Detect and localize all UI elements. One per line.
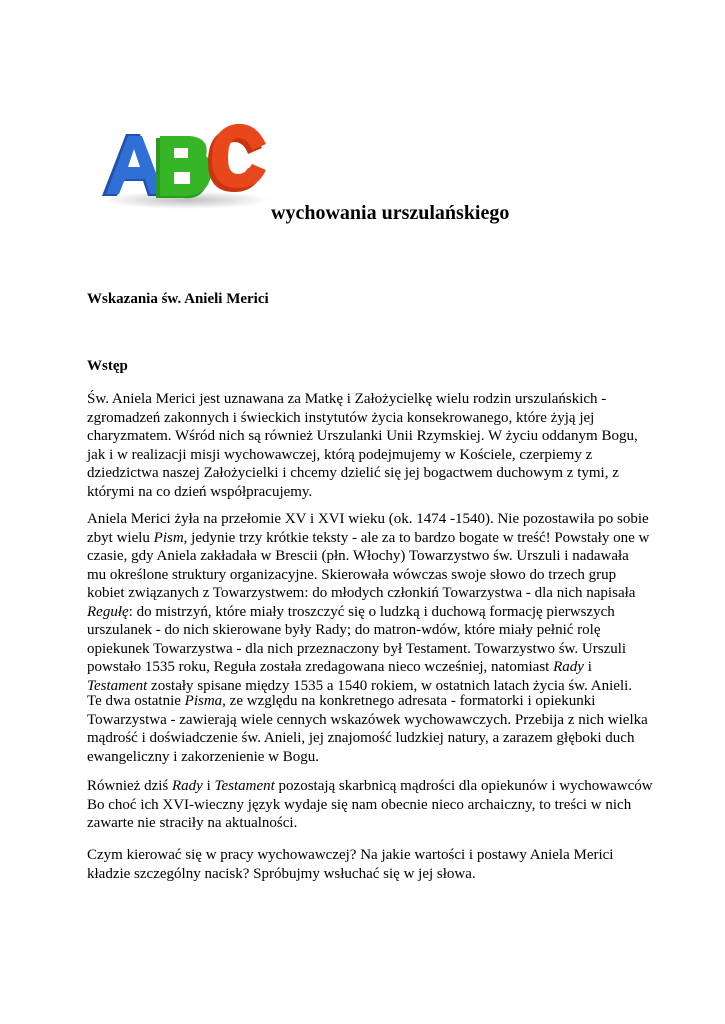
paragraph-line: [87, 846, 647, 865]
text-run: , ze względu na konkretnego adresata - formatorki i opiekunki: [222, 693, 596, 709]
paragraph-line: [87, 446, 647, 465]
paragraph-line: [87, 796, 647, 815]
paragraph-line: [87, 729, 647, 748]
document-title: wychowania urszulańskiego: [271, 202, 510, 224]
paragraph-3: [87, 692, 647, 766]
text-run: Aniela Merici żyła na przełomie XV i XVI wieku (ok. 1474 -1540). Nie pozostawiła po sobie: [87, 511, 649, 527]
text-run: pozostają skarbnicą mądrości dla opiekunów i wychowawców: [274, 778, 653, 794]
paragraph-line: [87, 777, 653, 796]
paragraph-4: [87, 777, 653, 833]
italic-text: Testament: [214, 778, 275, 794]
paragraph-line: [87, 692, 647, 711]
paragraph-line: [87, 547, 647, 566]
text-run: Bo choć ich XVI-wieczny język wydaje się nam obecnie nieco archaiczny, to treści w nich: [87, 796, 632, 813]
document-subtitle: Wskazania św. Anieli Merici: [87, 291, 269, 307]
italic-text: Rady: [171, 778, 203, 794]
paragraph-line: [87, 464, 647, 483]
text-run: : do mistrzyń, które miały troszczyć się o ludzką i duchową formację pierwszych: [128, 603, 615, 620]
italic-text: Pism: [153, 529, 184, 546]
text-run: mu określone struktury organizacyjne. Skierowała wówczas swoje słowo do trzech grup: [87, 566, 617, 583]
text-run: powstało 1535 roku, Reguła została zredagowana nieco wcześniej, natomiast: [87, 659, 554, 675]
text-run: Czym kierować się w pracy wychowawczej? Na jakie wartości i postawy Aniela Merici: [87, 847, 614, 863]
paragraph-5: [87, 846, 647, 883]
letter-c-block: [208, 124, 266, 192]
text-run: i: [583, 659, 592, 675]
paragraph-line: [87, 748, 647, 767]
paragraph-line: [87, 584, 647, 603]
italic-text: Pisma: [184, 693, 223, 709]
paragraph-line: [87, 510, 647, 529]
italic-text: Regułę: [87, 603, 129, 620]
text-run: dziedzictwa naszej Założycielki i chcemy dzielić się jej bogactwem duchowym z tymi, z: [87, 465, 619, 481]
paragraph-line: [87, 814, 647, 833]
text-run: Św. Aniela Merici jest uznawana za Matkę i Założycielkę wielu rodzin urszulańskich -: [87, 391, 607, 407]
paragraph-line: [87, 658, 647, 677]
paragraph-line: [87, 603, 647, 622]
text-run: kobiet związanych z Towarzystwem: do młodych członkiń Towarzystwa - dla nich napisała: [87, 585, 636, 601]
text-run: kładzie szczególny nacisk? Spróbujmy wsłuchać się w jej słowa.: [87, 865, 476, 882]
text-run: opiekunek Towarzystwa - dla nich przeznaczony był Testament. Towarzystwo św. Urszuli: [87, 640, 627, 657]
letter-b-block: [156, 136, 212, 198]
italic-text: Testament: [87, 677, 148, 694]
abc-blocks-logo: [96, 118, 272, 210]
paragraph-line: [87, 390, 647, 409]
text-run: i: [202, 778, 215, 794]
paragraph-line: [87, 640, 647, 659]
paragraph-line: [87, 427, 647, 446]
text-run: charyzmatem. Wśród nich są również Urszulanki Unii Rzymskiej. W życiu oddanym Bogu,: [87, 428, 638, 444]
paragraph-2: [87, 510, 650, 695]
italic-text: Rady: [553, 659, 584, 675]
letter-a-block: [102, 134, 164, 196]
text-run: zgromadzeń zakonnych i świeckich instytutów życia konsekrowanego, które żyją jej: [87, 409, 595, 426]
text-run: Również dziś: [87, 778, 172, 794]
paragraph-line: [87, 711, 647, 730]
text-run: mądrość i doświadczenie św. Anieli, jej znajomość ludzkiej natury, a zarazem głęboki duch: [87, 730, 635, 746]
text-run: zawarte nie straciły na aktualności.: [87, 815, 298, 831]
text-run: czasie, gdy Aniela zakładała w Brescii (płn. Włochy) Towarzystwo św. Urszuli i nadawała: [87, 548, 629, 564]
paragraph-line: [87, 865, 647, 884]
text-run: zostały spisane między 1535 a 1540 rokiem, w ostatnich latach życia św. Anieli.: [147, 677, 633, 694]
text-run: Te dwa ostatnie: [87, 693, 185, 709]
text-run: którymi na co dzień współpracujemy.: [87, 483, 313, 500]
section-heading: Wstęp: [87, 358, 128, 374]
text-run: Towarzystwa - zawierają wiele cennych wskazówek wychowawczych. Przebija z nich wielka: [87, 711, 648, 728]
paragraph-1: [87, 390, 647, 501]
paragraph-line: [87, 483, 647, 502]
paragraph-line: [87, 529, 650, 548]
text-run: jak i w realizacji misji wychowawczej, którą podejmujemy w Kościele, czerpiemy z: [87, 446, 593, 463]
text-run: ewangeliczny i zakorzenienie w Bogu.: [87, 748, 319, 765]
text-run: urszulanek - do nich skierowane były Rady; do matron-wdów, które miały pełnić rolę: [87, 622, 601, 638]
paragraph-line: [87, 566, 647, 585]
paragraph-line: [87, 409, 647, 428]
paragraph-line: [87, 621, 647, 640]
text-run: zbyt wielu: [87, 529, 154, 546]
text-run: , jedynie trzy krótkie teksty - ale za to bardzo bogate w treść! Powstały one w: [183, 529, 650, 546]
